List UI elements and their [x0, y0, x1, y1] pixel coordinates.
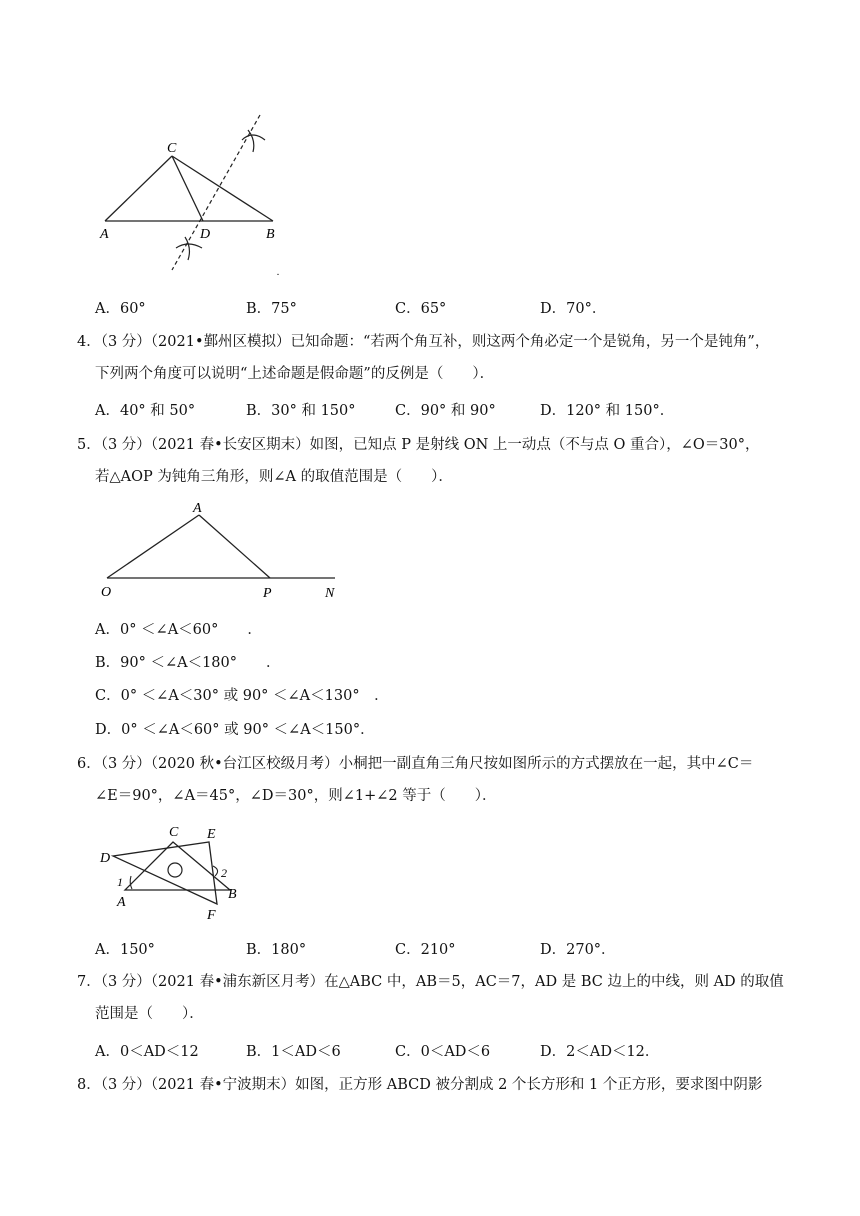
q3-segment-ca [105, 156, 172, 221]
q3-option-d: D．70°． [540, 301, 607, 317]
q4-option-c: C．90° 和 90° [395, 403, 496, 419]
q5-stem-line1: 5．（3 分）（2021 春•长安区期末）如图，已知点 P 是射线 ON 上一动点（不与点 O 重合），∠O＝30°， [77, 437, 760, 453]
q7-option-a: A．0＜AD＜12 [95, 1044, 199, 1060]
q3-perpendicular-bisector [172, 115, 260, 270]
q3-label-a: A [100, 227, 109, 242]
q6-label-e: E [207, 827, 216, 842]
q5-option-b: B．90° ＜∠A＜180° ． [95, 655, 281, 671]
q4-option-d: D．120° 和 150°． [540, 403, 675, 419]
q6-option-d: D．270°． [540, 942, 616, 958]
q6-label-c: C [169, 825, 179, 840]
q7-option-d: D．2＜AD＜12． [540, 1044, 660, 1060]
q5-figure [95, 498, 355, 608]
q5-label-o: O [101, 585, 112, 600]
q3-label-b: B [266, 227, 275, 242]
q7-option-b: B．1＜AD＜6 [246, 1044, 341, 1060]
q6-stem-line1: 6．（3 分）（2020 秋•台江区校级月考）小桐把一副直角三角尺按如图所示的方式摆放在一起，其中∠C＝ [77, 756, 754, 772]
q6-label-f: F [207, 908, 216, 923]
q5-label-n: N [325, 586, 335, 601]
q3-option-c: C．65° [395, 301, 447, 317]
q5-stem-line2: 若△AOP 为钝角三角形，则∠A 的取值范围是（ ）． [95, 469, 453, 485]
q8-stem-line1: 8．（3 分）（2021 春•宁波期末）如图，正方形 ABCD 被分割成 2 个长方形和 1 个正方形，要求图中阴影 [77, 1077, 763, 1093]
q5-option-a: A．0° ＜∠A＜60° ． [95, 622, 262, 638]
q3-dot: . [277, 267, 280, 278]
q4-stem-line1: 4．（3 分）（2021•鄞州区模拟）已知命题：“若两个角互补，则这两个角必定一个是锐角，另一个是钝角”， [77, 334, 770, 350]
q6-triangle-def [113, 842, 217, 904]
q6-option-b: B．180° [246, 942, 307, 958]
q6-label-b: B [228, 887, 237, 902]
q6-option-a: A．150° [95, 942, 155, 958]
q5-segment-ap [199, 515, 270, 578]
q7-stem-line1: 7．（3 分）（2021 春•浦东新区月考）在△ABC 中，AB＝5，AC＝7，AD 是 BC 边上的中线，则 AD 的取值 [77, 974, 784, 990]
q5-label-p: P [263, 586, 272, 601]
q5-label-a: A [193, 501, 202, 516]
q6-figure [95, 818, 255, 923]
q3-option-b: B．75° [246, 301, 297, 317]
q3-label-c: C [167, 141, 177, 156]
q5-option-c: C．0° ＜∠A＜30° 或 90° ＜∠A＜130° ． [95, 688, 389, 704]
q4-option-a: A．40° 和 50° [95, 403, 196, 419]
q6-label-1: 1 [117, 875, 123, 889]
q7-option-c: C．0＜AD＜6 [395, 1044, 491, 1060]
q7-stem-line2: 范围是（ ）． [95, 1006, 204, 1022]
q3-option-a: A．60° [95, 301, 146, 317]
q6-label-d: D [100, 851, 111, 866]
q6-label-a: A [117, 895, 126, 910]
q5-option-d: D．0° ＜∠A＜60° 或 90° ＜∠A＜150°． [95, 722, 375, 738]
q4-stem-line2: 下列两个角度可以说明“上述命题是假命题”的反例是（ ）． [95, 366, 495, 382]
q6-option-c: C．210° [395, 942, 456, 958]
q3-figure [90, 110, 300, 280]
q5-segment-oa [107, 515, 199, 578]
q6-stem-line2: ∠E＝90°，∠A＝45°，∠D＝30°，则∠1+∠2 等于（ ）． [95, 788, 497, 804]
q3-label-d: D [200, 227, 211, 242]
q6-label-2: 2 [221, 866, 227, 880]
q3-arc-top-2 [248, 130, 254, 152]
q3-arc-bottom-2 [185, 237, 189, 260]
q6-center-circle [168, 863, 182, 877]
q4-option-b: B．30° 和 150° [246, 403, 356, 419]
